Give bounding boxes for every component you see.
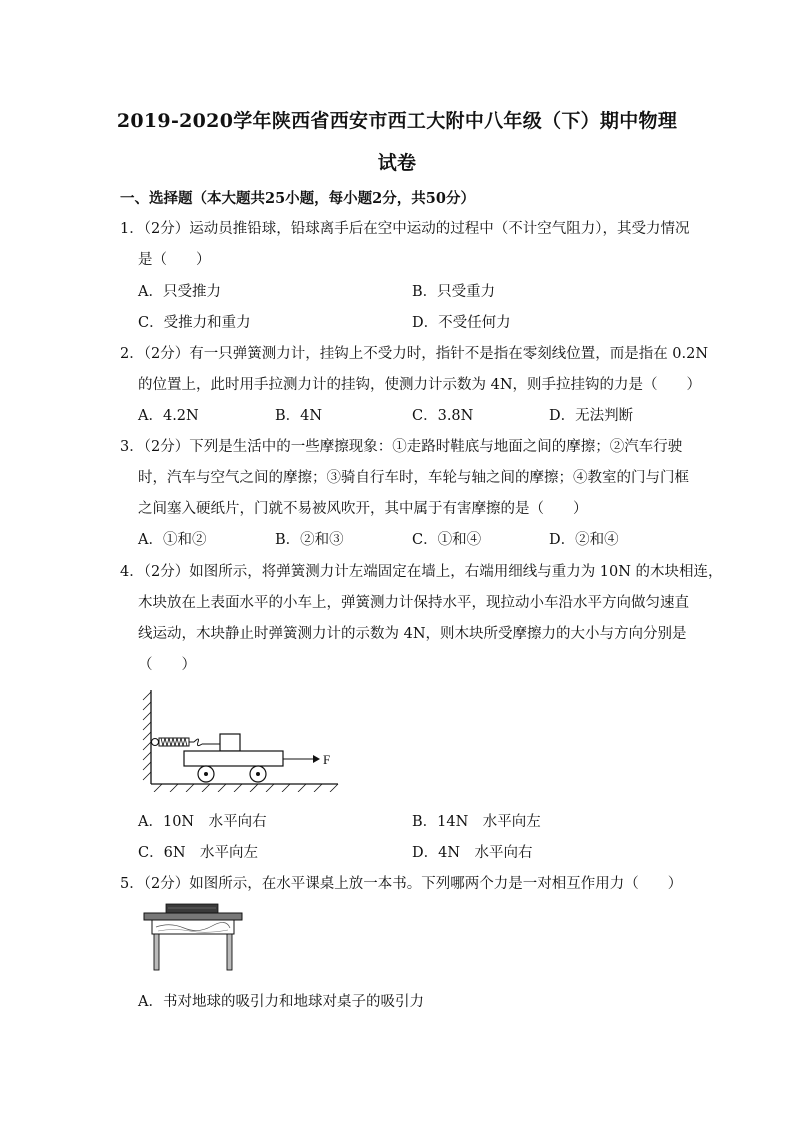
exam-title-line2: 试卷 [377,152,417,174]
q5-book-on-desk-figure [140,902,248,972]
q3-stem-line3: 之间塞入硬纸片，门就不易被风吹开，其中属于有害摩擦的是（ ） [138,501,588,517]
q1-option-b[interactable]: B．只受重力 [412,284,496,300]
q3-stem-line1: 3．（2分）下列是生活中的一些摩擦现象：①走路时鞋底与地面之间的摩擦；②汽车行驶 [120,439,683,455]
q4-option-b[interactable]: B．14N 水平向左 [412,814,541,830]
q5-stem-line1: 5．（2分）如图所示，在水平课桌上放一本书。下列哪两个力是一对相互作用力（ ） [120,876,683,892]
q4-stem-line2: 木块放在上表面水平的小车上，弹簧测力计保持水平，现拉动小车沿水平方向做匀速直 [138,595,689,611]
q3-option-a[interactable]: A．①和② [138,532,207,548]
q2-stem-line1: 2．（2分）有一只弹簧测力计，挂钩上不受力时，指针不是指在零刻线位置，而是指在 0.2N [120,346,709,362]
q4-figure-force-label: F [323,752,331,767]
q4-stem-line3: 线运动，木块静止时弹簧测力计的示数为 4N，则木块所受摩擦力的大小与方向分别是 [138,626,687,642]
q4-spring-cart-figure [140,688,350,792]
q2-stem-line2: 的位置上，此时用手拉测力计的挂钩，使测力计示数为 4N，则手拉挂钩的力是（ ） [138,377,702,393]
q3-option-b[interactable]: B．②和③ [275,532,344,548]
q4-stem-line1: 4．（2分）如图所示，将弹簧测力计左端固定在墙上，右端用细线与重力为 10N 的木块相连， [120,564,723,580]
q2-option-b[interactable]: B．4N [275,408,323,424]
q2-option-a[interactable]: A．4.2N [138,408,199,424]
q3-option-d[interactable]: D．②和④ [549,532,619,548]
q4-stem-line4: （ ） [138,657,196,673]
q1-option-c[interactable]: C．受推力和重力 [138,315,251,331]
q5-option-a[interactable]: A．书对地球的吸引力和地球对桌子的吸引力 [138,994,424,1010]
q1-option-a[interactable]: A．只受推力 [138,284,221,300]
q4-option-a[interactable]: A．10N 水平向右 [138,814,267,830]
q2-option-c[interactable]: C．3.8N [412,408,474,424]
q3-stem-line2: 时，汽车与空气之间的摩擦；③骑自行车时，车轮与轴之间的摩擦；④教室的门与门框 [138,470,689,486]
q1-option-d[interactable]: D．不受任何力 [412,315,511,331]
q4-option-d[interactable]: D．4N 水平向右 [412,845,533,861]
section-heading-choice: 一、选择题（本大题共25小题，每小题2分，共50分） [120,190,475,207]
q1-stem-line2: 是（ ） [138,252,211,268]
q1-stem-line1: 1．（2分）运动员推铅球，铅球离手后在空中运动的过程中（不计空气阻力），其受力情况 [120,221,690,237]
q3-option-c[interactable]: C．①和④ [412,532,482,548]
exam-title-line1: 2019-2020学年陕西省西安市西工大附中八年级（下）期中物理 [116,110,678,132]
q4-option-c[interactable]: C．6N 水平向左 [138,845,259,861]
q2-option-d[interactable]: D．无法判断 [549,408,634,424]
